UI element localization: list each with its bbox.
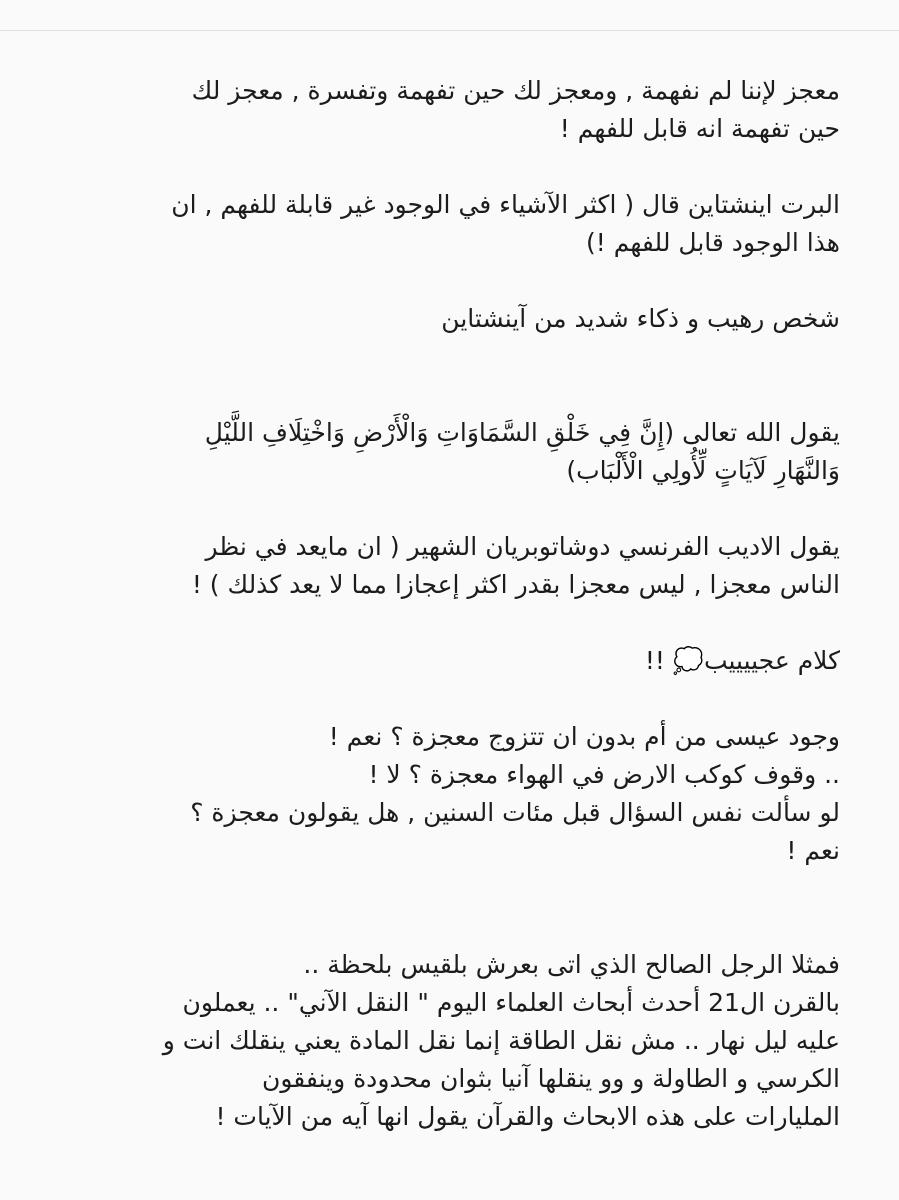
paragraph-einstein-comment [40,300,840,338]
text-line: لو سألت نفس السؤال قبل مئات السنين , هل يقولون معجزة ؟ [190,798,840,827]
text-line: حين تفهمة انه قابل للفهم ! [559,114,840,143]
text-line: شخص رهيب و ذكاء شديد من آينشتاين [441,304,840,333]
blank-spacer [40,908,840,946]
paragraph-chateaubriand-quote [40,528,840,604]
text-line: فمثلا الرجل الصالح الذي اتى بعرش بلقيس بلحظة .. [303,950,840,979]
document-body [40,72,840,1174]
text-line: وجود عيسى من أم بدون ان تتزوج معجزة ؟ نعم ! [328,722,840,751]
text-line: كلام عجييييب💭 !! [644,646,840,675]
text-line: معجز لإننا لم نفهمة , ومعجز لك حين تفهمة وتفسرة , معجز لك [191,76,840,105]
paragraph-teleportation [40,946,840,1136]
text-line: وَالنَّهَارِ لَآيَاتٍ لِّأُولِي الْأَلْبَاب) [566,456,840,485]
paragraph-miracle-understanding [40,72,840,148]
paragraph-einstein-quote [40,186,840,262]
top-divider [0,30,899,31]
text-line: المليارات على هذه الابحاث والقرآن يقول انها آيه من الآيات ! [215,1102,840,1131]
text-line: يقول الله تعالى (إِنَّ فِي خَلْقِ السَّمَاوَاتِ وَالْأَرْضِ وَاخْتِلَافِ اللَّيْلِ [204,418,840,447]
text-line: عليه ليل نهار .. مش نقل الطاقة إنما نقل المادة يعني ينقلك انت و [162,1026,840,1055]
text-line: الناس معجزا , ليس معجزا بقدر اكثر إعجازا مما لا يعد كذلك ) ! [191,570,840,599]
text-line: نعم ! [786,836,840,865]
text-line: هذا الوجود قابل للفهم !) [586,228,840,257]
blank-spacer [40,376,840,414]
paragraph-quran-verse [40,414,840,490]
text-line: الكرسي و الطاولة و وو ينقلها آنيا بثوان محدودة وينفقون [262,1064,840,1093]
paragraph-questions [40,718,840,870]
text-line: .. وقوف كوكب الارض في الهواء معجزة ؟ لا ! [368,760,840,789]
text-line: البرت اينشتاين قال ( اكثر الآشياء في الوجود غير قابلة للفهم , ان [171,190,840,219]
paragraph-exclamation [40,642,840,680]
text-line: بالقرن ال21 أحدث أبحاث العلماء اليوم " النقل الآني" .. يعملون [182,988,840,1017]
text-line: يقول الاديب الفرنسي دوشاتوبريان الشهير ( ان مايعد في نظر [205,532,840,561]
